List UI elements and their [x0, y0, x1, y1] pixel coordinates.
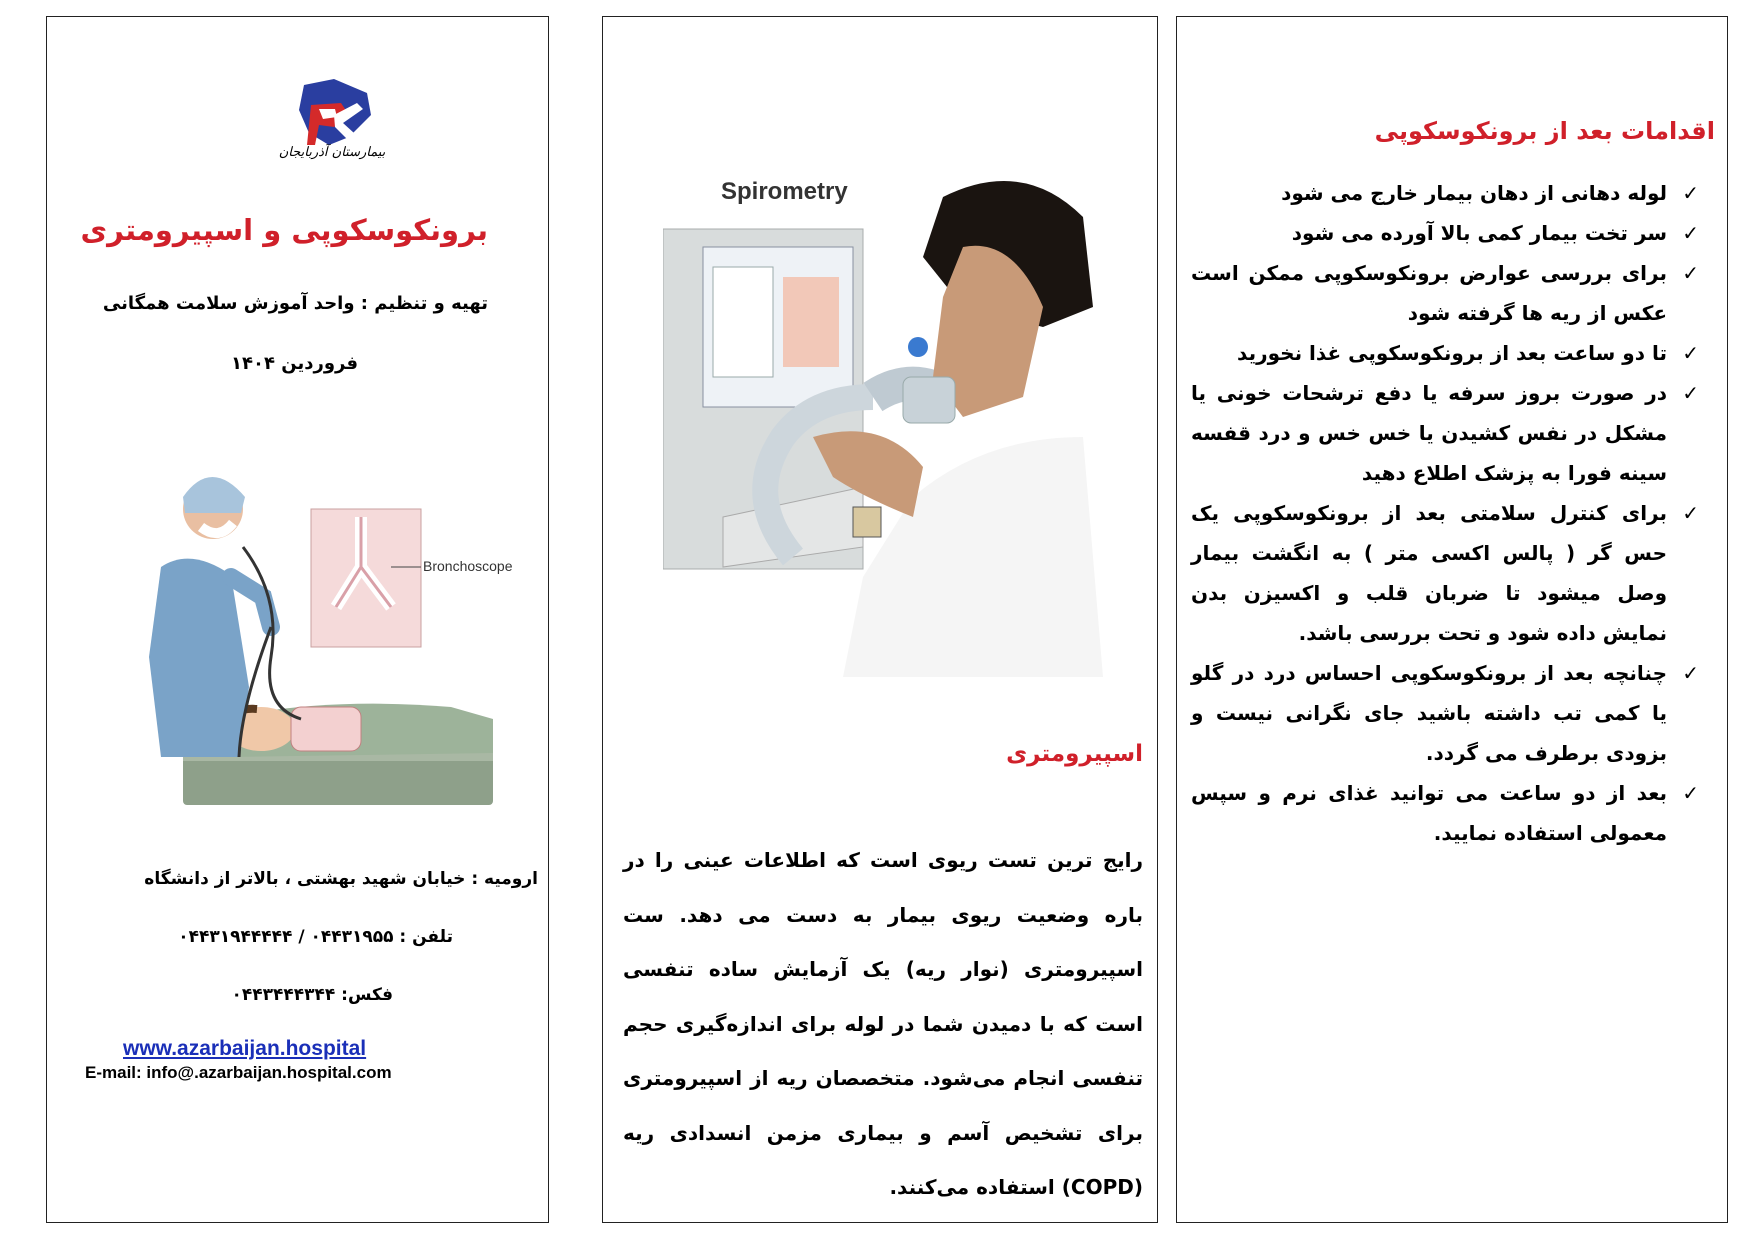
- hospital-logo: [279, 75, 389, 175]
- check-icon: ✓: [1682, 661, 1699, 685]
- check-icon: ✓: [1682, 221, 1699, 245]
- list-item: ✓ برای بررسی عوارض برونکوسکوپی ممکن است عکس از ریه ها گرفته شود: [1191, 253, 1667, 333]
- brochure-title: برونکوسکوپی و اسپیرومتری: [80, 213, 488, 247]
- website-link[interactable]: www.azarbaijan.hospital: [123, 1037, 367, 1060]
- check-icon: ✓: [1682, 501, 1699, 525]
- check-icon: ✓: [1682, 261, 1699, 285]
- check-icon: ✓: [1682, 341, 1699, 365]
- bronchoscope-label: Bronchoscope: [423, 558, 513, 574]
- list-item: ✓ چنانچه بعد از برونکوسکوپی احساس درد در گلو یا کمی تب داشته باشید جای نگرانی نیست و بزودی برطرف می گردد.: [1191, 653, 1667, 773]
- post-bronchoscopy-heading: اقدامات بعد از برونکوسکوپی: [1374, 117, 1715, 145]
- list-item: ✓ بعد از دو ساعت می توانید غذای نرم و سپس معمولی استفاده نمایید.: [1191, 773, 1667, 853]
- bronchoscopy-illustration: [121, 457, 513, 817]
- spirometry-photo: [663, 137, 1103, 677]
- check-icon: ✓: [1682, 381, 1699, 405]
- publication-date: فروردین ۱۴۰۴: [231, 353, 358, 374]
- phone-number: تلفن : ۰۴۴۳۱۹۵۵ / ۰۴۴۳۱۹۴۴۴۴۴: [178, 927, 453, 947]
- list-item: ✓ سر تخت بیمار کمی بالا آورده می شود: [1191, 213, 1667, 253]
- list-item: ✓ لوله دهانی از دهان بیمار خارج می شود: [1191, 173, 1667, 213]
- post-care-checklist: [1191, 173, 1699, 853]
- spirometry-label: Spirometry: [721, 178, 848, 205]
- fax-number: فکس: ۰۴۴۳۴۴۴۳۴۴: [231, 985, 393, 1005]
- check-icon: ✓: [1682, 781, 1699, 805]
- list-item: ✓ تا دو ساعت بعد از برونکوسکوپی غذا نخورید: [1191, 333, 1667, 373]
- list-item: ✓ در صورت بروز سرفه یا دفع ترشحات خونی یا مشکل در نفس کشیدن یا خس خس و درد قفسه سینه فورا به پزشک اطلاع دهید: [1191, 373, 1667, 493]
- cover-panel: [46, 16, 549, 1223]
- address: ارومیه : خیابان شهید بهشتی ، بالاتر از دانشگاه: [144, 869, 538, 889]
- list-item: ✓ برای کنترل سلامتی بعد از برونکوسکوپی یک حس گر ( پالس اکسی متر ) به انگشت بیمار وصل میشود تا ضربان قلب و اکسیزن بدن نمایش داده شود و تحت بررسی باشد.: [1191, 493, 1667, 653]
- spirometry-heading: اسپیرومتری: [1006, 741, 1143, 767]
- check-icon: ✓: [1682, 181, 1699, 205]
- spirometry-description: رایج ترین تست ریوی است که اطلاعات عینی را در باره وضعیت ریوی بیمار به دست می دهد. ست اسپیرومتری (نوار ریه) یک آزمایش ساده تنفسی است که با دمیدن شما در لوله برای اندازه‌گیری حجم تنفسی انجام می‌شود. متخصصان ریه از اسپیرومتری برای تشخیص آسم و بیماری مزمن انسدادی ریه (COPD) استفاده می‌کنند.: [623, 848, 1143, 1199]
- spirometry-panel: [602, 16, 1158, 1223]
- prepared-by: تهیه و تنظیم : واحد آموزش سلامت همگانی: [102, 293, 488, 314]
- post-bronchoscopy-panel: [1176, 16, 1728, 1223]
- email-address: E-mail: info@.azarbaijan.hospital.com: [85, 1063, 392, 1082]
- logo-caption: بیمارستان آذربایجان: [278, 145, 386, 160]
